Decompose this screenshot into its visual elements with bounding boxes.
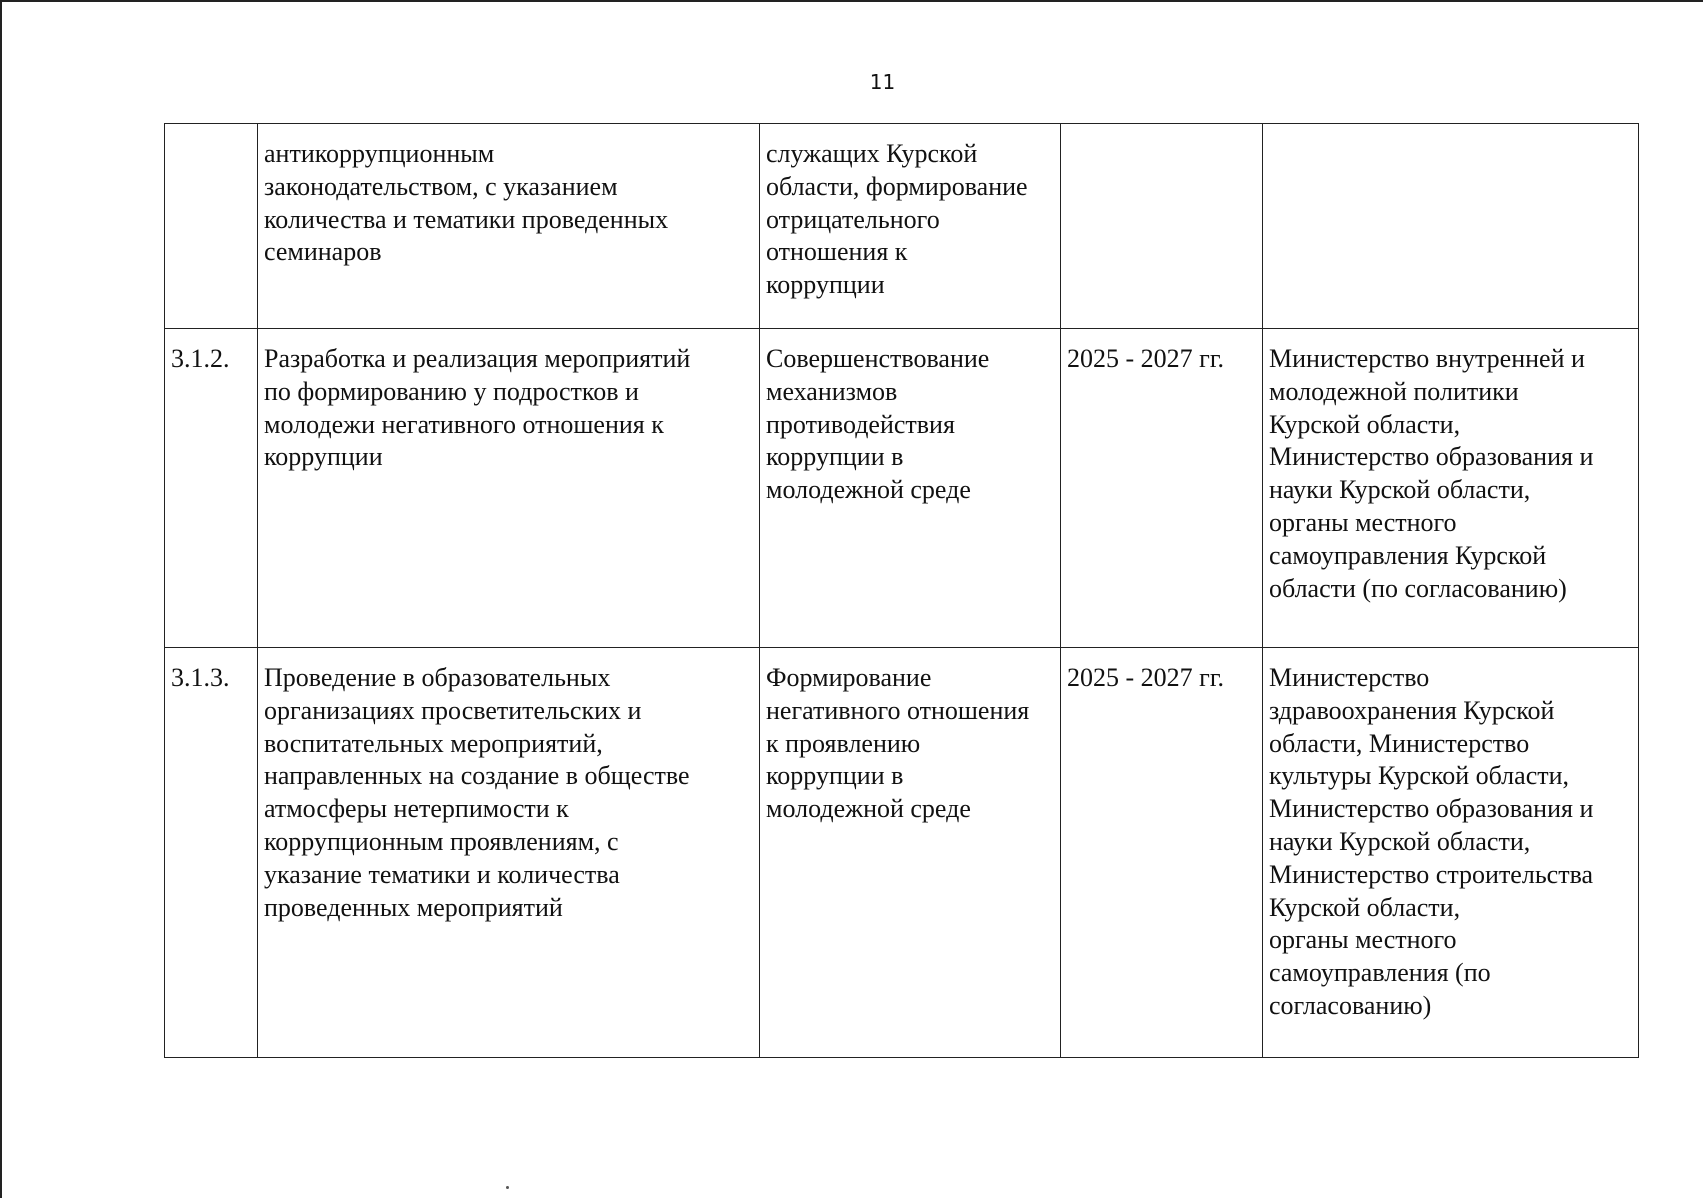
cell-activity: Проведение в образовательных организациях просветительских и воспитательных мероприятий, направленных на создание в обществе атмосферы нетерпимости к коррупционным проявлениям, с указание тематики и количества проведенных мероприятий (258, 648, 760, 1058)
cell-result: Совершенствование механизмов противодействия коррупции в молодежной среде (760, 329, 1061, 648)
cell-number: 3.1.3. (165, 648, 258, 1058)
cell-term: 2025 - 2027 гг. (1061, 329, 1263, 648)
cell-result: служащих Курской области, формирование отрицательного отношения к коррупции (760, 124, 1061, 329)
cell-term (1061, 124, 1263, 329)
table-row (165, 124, 1639, 329)
table-row (165, 329, 1639, 648)
cell-responsible: Министерство внутренней и молодежной политики Курской области, Министерство образования и науки Курской области, органы местного самоуправления Курской области (по согласованию) (1263, 329, 1639, 648)
cell-number: 3.1.2. (165, 329, 258, 648)
cell-term: 2025 - 2027 гг. (1061, 648, 1263, 1058)
cell-number (165, 124, 258, 329)
page-number: 11 (869, 70, 896, 94)
measures-table (164, 123, 1639, 1058)
cell-responsible (1263, 124, 1639, 329)
cell-result: Формирование негативного отношения к проявлению коррупции в молодежной среде (760, 648, 1061, 1058)
scan-speck (506, 1186, 509, 1189)
cell-activity: антикоррупционным законодательством, с указанием количества и тематики проведенных семинаров (258, 124, 760, 329)
cell-activity: Разработка и реализация мероприятий по формированию у подростков и молодежи негативного отношения к коррупции (258, 329, 760, 648)
table-row (165, 648, 1639, 1058)
cell-responsible: Министерство здравоохранения Курской области, Министерство культуры Курской области, Министерство образования и науки Курской области, Министерство строительства Курской области, органы местного самоуправления (по согласованию) (1263, 648, 1639, 1058)
